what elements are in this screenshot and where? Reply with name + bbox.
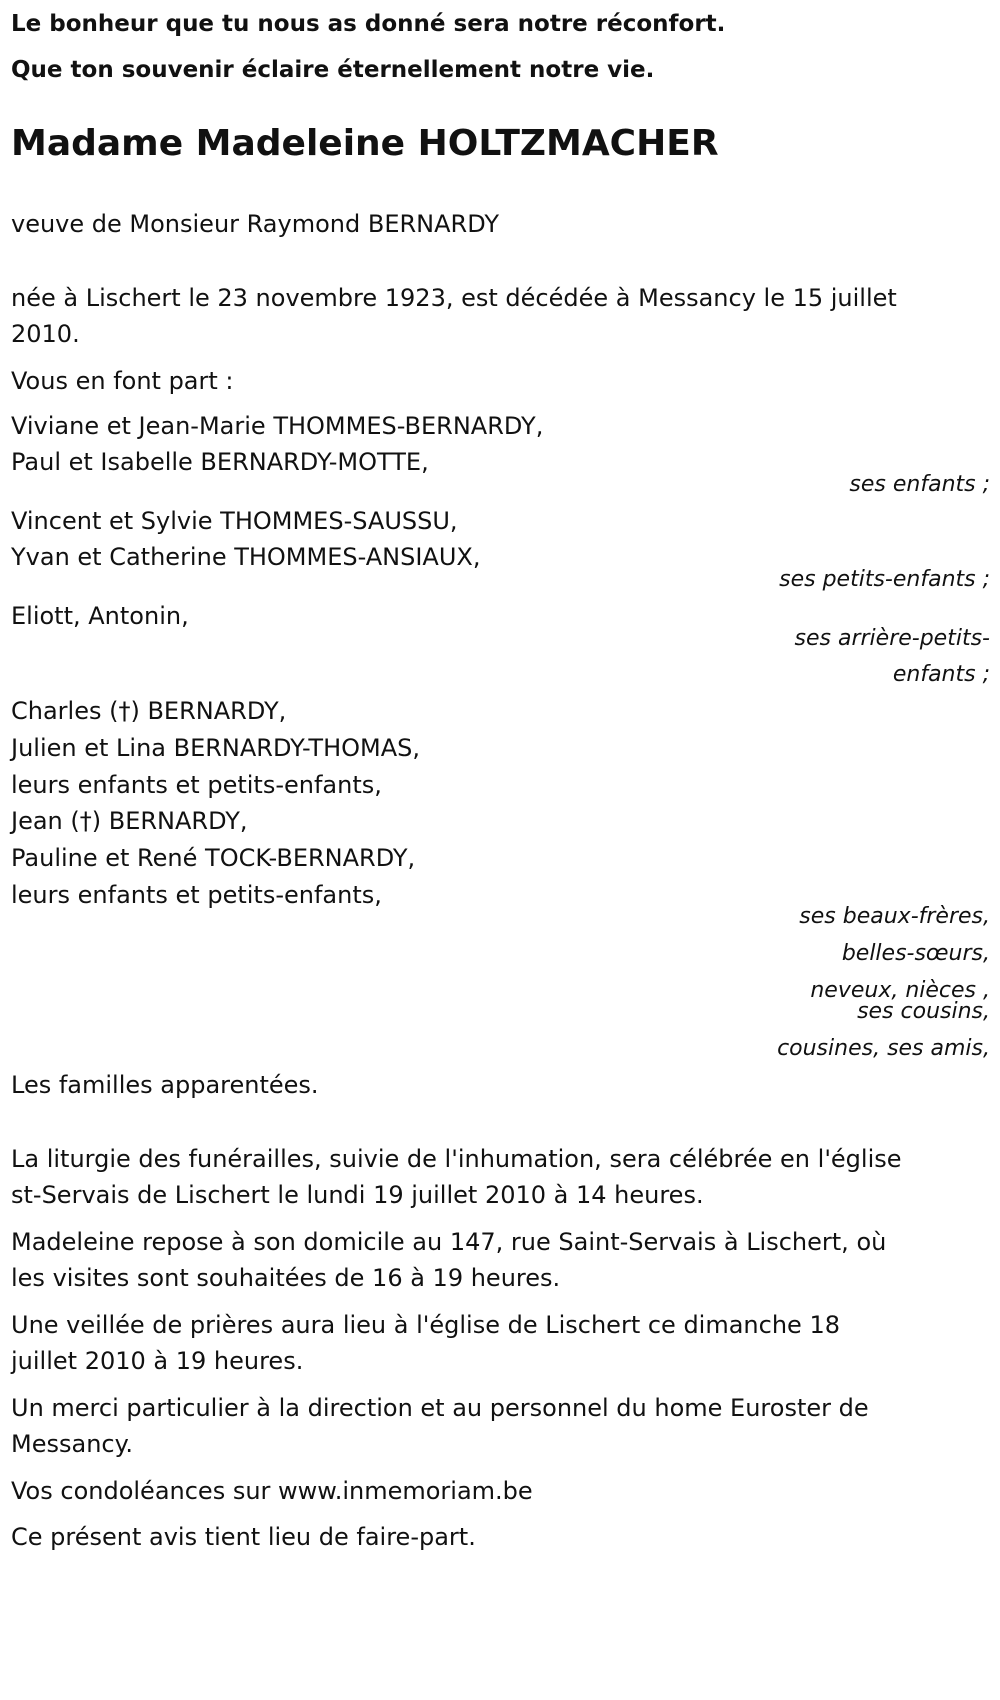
deceased-name: Madame Madeleine HOLTZMACHER xyxy=(11,123,719,164)
birth-death-line-1: née à Lischert le 23 novembre 1923, est décédée à Messancy le 15 juillet xyxy=(11,284,897,312)
widow-of: veuve de Monsieur Raymond BERNARDY xyxy=(11,210,500,238)
families-line: Les familles apparentées. xyxy=(11,1071,319,1099)
in-laws-line-5: Pauline et René TOCK-BERNARDY, xyxy=(11,844,416,872)
in-laws-line-3: leurs enfants et petits-enfants, xyxy=(11,771,382,799)
funeral-paragraph-4-line-1: Un merci particulier à la direction et au personnel du home Euroster de xyxy=(11,1394,869,1422)
in-laws-line-4: Jean (†) BERNARDY, xyxy=(11,807,248,835)
funeral-paragraph-2-line-1: Madeleine repose à son domicile au 147, rue Saint-Servais à Lischert, où xyxy=(11,1228,887,1256)
funeral-paragraph-3-line-1: Une veillée de prières aura lieu à l'église de Lischert ce dimanche 18 xyxy=(11,1311,840,1339)
funeral-paragraph-4-line-2: Messancy. xyxy=(11,1430,134,1458)
funeral-paragraph-1-line-1: La liturgie des funérailles, suivie de l'inhumation, sera célébrée en l'église xyxy=(11,1145,902,1173)
relatives-label-4: ses cousins, xyxy=(857,999,990,1024)
children-label: ses enfants ; xyxy=(849,472,990,497)
relatives-label-1: ses beaux-frères, xyxy=(799,904,990,929)
announce-intro: Vous en font part : xyxy=(11,367,234,395)
great-grandchildren-label-1: ses arrière-petits- xyxy=(794,626,990,651)
grandchildren-line-1: Vincent et Sylvie THOMMES-SAUSSU, xyxy=(11,507,458,535)
relatives-label-3: neveux, nièces , xyxy=(810,978,990,1003)
in-laws-line-1: Charles (†) BERNARDY, xyxy=(11,697,287,725)
great-grandchildren-label-2: enfants ; xyxy=(892,662,990,687)
condolences-line: Vos condoléances sur www.inmemoriam.be xyxy=(11,1477,533,1505)
notice-line: Ce présent avis tient lieu de faire-part. xyxy=(11,1523,476,1551)
grandchildren-label: ses petits-enfants ; xyxy=(779,567,990,592)
funeral-paragraph-1-line-2: st-Servais de Lischert le lundi 19 juillet 2010 à 14 heures. xyxy=(11,1181,704,1209)
children-line-1: Viviane et Jean-Marie THOMMES-BERNARDY, xyxy=(11,412,544,440)
in-laws-line-2: Julien et Lina BERNARDY-THOMAS, xyxy=(11,734,420,762)
epigraph-line-2: Que ton souvenir éclaire éternellement notre vie. xyxy=(11,57,655,83)
relatives-label-2: belles-sœurs, xyxy=(841,941,990,966)
funeral-paragraph-2-line-2: les visites sont souhaitées de 16 à 19 heures. xyxy=(11,1264,561,1292)
in-laws-line-6: leurs enfants et petits-enfants, xyxy=(11,881,382,909)
grandchildren-line-2: Yvan et Catherine THOMMES-ANSIAUX, xyxy=(11,543,481,571)
great-grandchildren-line: Eliott, Antonin, xyxy=(11,602,189,630)
relatives-label-5: cousines, ses amis, xyxy=(777,1036,990,1061)
birth-death-line-2: 2010. xyxy=(11,320,80,348)
children-line-2: Paul et Isabelle BERNARDY-MOTTE, xyxy=(11,448,429,476)
epigraph-line-1: Le bonheur que tu nous as donné sera notre réconfort. xyxy=(11,11,726,37)
funeral-paragraph-3-line-2: juillet 2010 à 19 heures. xyxy=(11,1347,304,1375)
